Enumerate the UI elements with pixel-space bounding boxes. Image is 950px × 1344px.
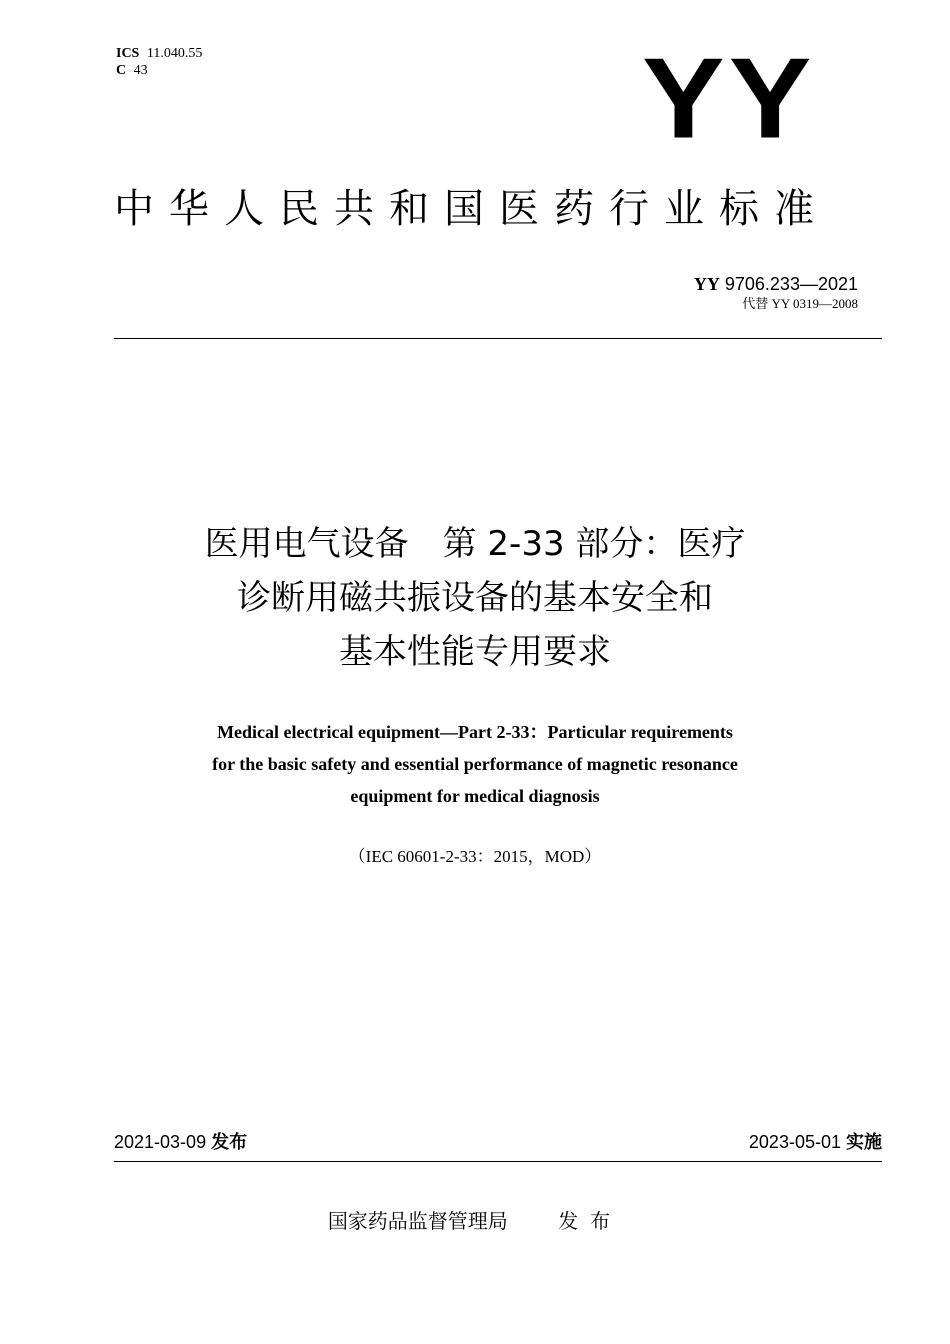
top-divider — [114, 338, 882, 339]
standard-type-heading: 中华人民共和国医药行业标准 — [114, 186, 829, 232]
issuer-action: 发布 — [558, 1209, 623, 1233]
effective-date-block — [749, 1131, 882, 1154]
dates-row — [114, 1131, 882, 1154]
adoption-reference: （IEC 60601-2-33：2015，MOD） — [348, 847, 602, 866]
bottom-divider — [114, 1161, 882, 1162]
ics-code — [116, 45, 202, 62]
ics-value: 11.040.55 — [146, 46, 203, 61]
standard-number-value: 9706.233—2021 — [724, 274, 858, 294]
standard-number-prefix: YY — [693, 274, 720, 294]
effective-label: 实施 — [846, 1132, 882, 1153]
replaces-standard: 代替 YY 0319—2008 — [742, 296, 858, 311]
english-title-line: Medical electrical equipment—Part 2-33：Particular requirements — [217, 722, 733, 742]
english-title — [100, 716, 850, 812]
issuer-name: 国家药品监督管理局 — [327, 1209, 508, 1233]
chinese-title — [100, 517, 850, 679]
standard-mark-logo: YY — [642, 35, 816, 163]
issue-date: 2021-03-09 — [114, 1132, 207, 1152]
standard-number — [694, 273, 858, 295]
english-title-line: equipment for medical diagnosis — [350, 786, 600, 806]
chinese-title-line: 诊断用磁共振设备的基本安全和 — [237, 578, 713, 618]
ccs-value: 43 — [133, 63, 148, 78]
classification-codes — [116, 45, 202, 79]
ccs-code — [116, 62, 202, 79]
issue-label: 发布 — [211, 1132, 248, 1153]
ics-key: ICS — [116, 46, 140, 61]
effective-date: 2023-05-01 — [748, 1132, 841, 1152]
issuing-authority — [100, 1208, 850, 1234]
issue-date-block — [114, 1131, 247, 1154]
english-title-line: for the basic safety and essential performance of magnetic resonance — [212, 754, 738, 774]
ccs-key: C — [116, 63, 127, 78]
chinese-title-line: 医用电气设备 第 2-33 部分：医疗 — [204, 524, 746, 564]
chinese-title-line: 基本性能专用要求 — [339, 632, 611, 672]
